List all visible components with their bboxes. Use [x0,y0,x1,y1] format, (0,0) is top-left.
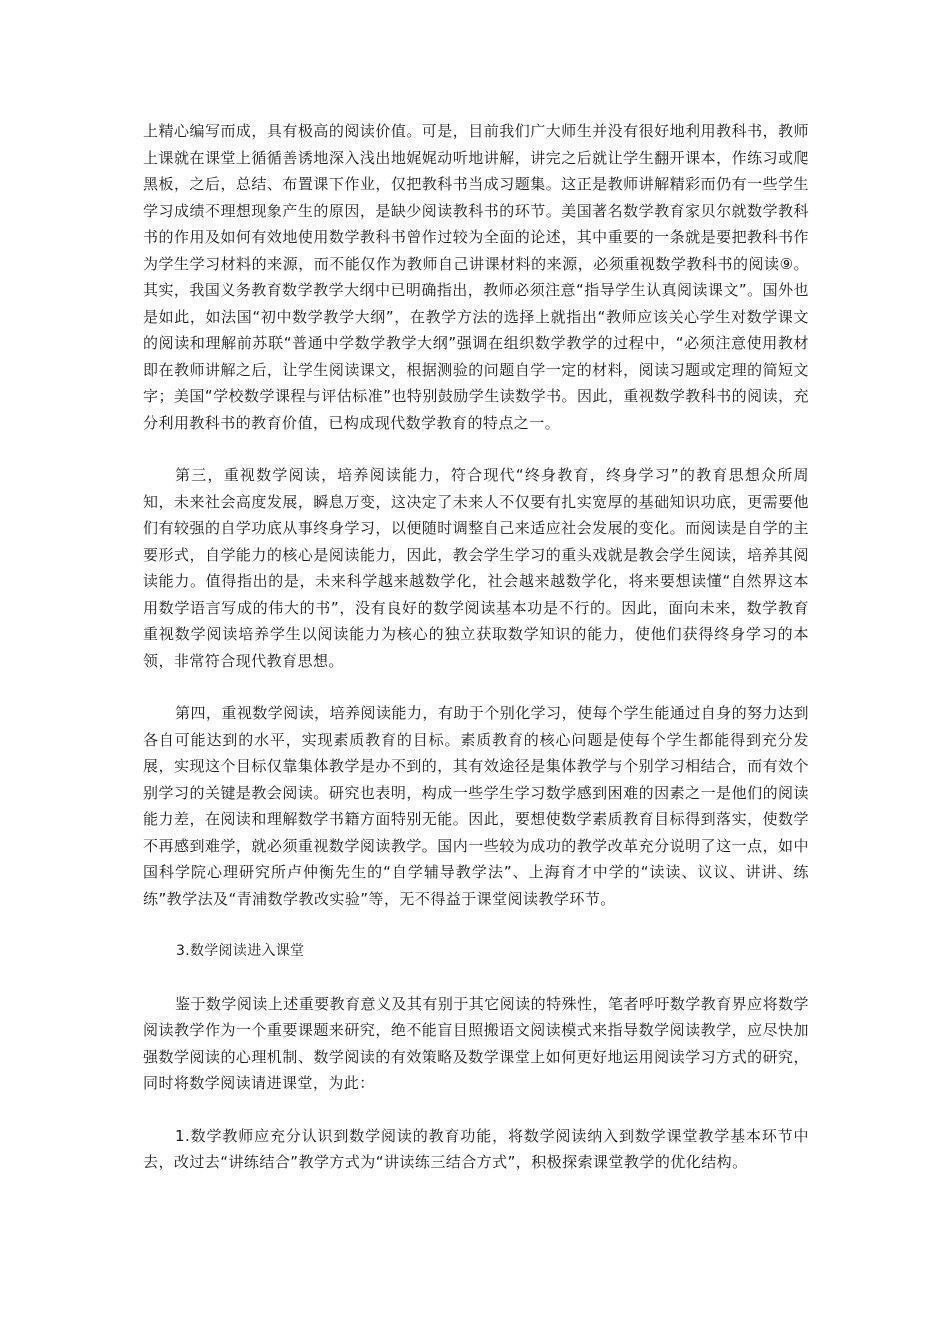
section-heading-math-reading-in-classroom: 3.数学阅读进入课堂 [176,943,305,959]
document-body [143,118,809,1176]
paragraph-call-for-research: 鉴于数学阅读上述重要教育意义及其有别于其它阅读的特殊性，笔者呼吁数学教育界应将数学阅读教学作为一个重要课题来研究，绝不能盲目照搬语文阅读模式来指导数学阅读教学，应尽快加强数学阅读的心理机制、数学阅读的有效策略及数学课堂上如何更好地运用阅读学习方式的研究，同时将数学阅读请进课堂，为此： [143,994,809,1092]
paragraph-item-1-teacher-recognition: 1.数学教师应充分认识到数学阅读的教育功能，将数学阅读纳入到数学课堂教学基本环节中去，改过去“讲练结合”教学方式为“讲读练三结合方式”，积极探索课堂教学的优化结构。 [143,1126,809,1171]
paragraph-gap [143,965,809,991]
paragraph-third-point-lifelong-learning: 第三，重视数学阅读，培养阅读能力，符合现代“终身教育，终身学习”的教育思想众所周知，未来社会高度发展，瞬息万变，这决定了未来人不仅要有扎实宽厚的基础知识功底，更需要他们有较强的自学功底从事终身学习，以便随时调整自己来适应社会发展的变化。而阅读是自学的主要形式，自学能力的核心是阅读能力，因此，教会学生学习的重头戏就是教会学生阅读，培养其阅读能力。值得指出的是，未来科学越来越数学化，社会越来越数学化，将来要想读懂“自然界这本用数学语言写成的伟大的书”，没有良好的数学阅读基本功是不行的。因此，面向未来，数学教育重视数学阅读培养学生以阅读能力为核心的独立获取数学知识的能力，使他们获得终身学习的本领，非常符合现代教育思想。 [143,466,809,670]
paragraph-gap [143,674,809,700]
paragraph-gap [143,1097,809,1123]
paragraph-continuation-textbook-reading: 上精心编写而成，具有极高的阅读价值。可是，目前我们广大师生并没有很好地利用教科书，教师上课就在课堂上循循善诱地深入浅出地娓娓动听地讲解，讲完之后就让学生翻开课本，作练习或爬黑板，之后，总结、布置课下作业，仅把教科书当成习题集。这正是教师讲解精彩而仍有一些学生学习成绩不理想现象产生的原因，是缺少阅读教科书的环节。美国著名数学教育家贝尔就数学教科书的作用及如何有效地使用数学教科书曾作过较为全面的论述，其中重要的一条就是要把教科书作为学生学习材料的来源，而不能仅作为教师自己讲课材料的来源，必须重视数学教科书的阅读⑨。其实，我国义务教育数学教学大纲中已明确指出，教师必须注意“指导学生认真阅读课文”。国外也是如此，如法国“初中数学教学大纲”，在教学方法的选择上就指出“教师应该关心学生对数学课文的阅读和理解前苏联“普通中学数学教学大纲”强调在组织数学教学的过程中，“必须注意使用教材即在教师讲解之后，让学生阅读课文，根据测验的问题自学一定的材料，阅读习题或定理的简短文字；美国“学校数学课程与评估标准”也特别鼓励学生读数学书。因此，重视数学教科书的阅读，充分利用教科书的教育价值，已构成现代数学教育的特点之一。 [143,122,809,432]
paragraph-fourth-point-individualized-learning: 第四，重视数学阅读，培养阅读能力，有助于个别化学习，使每个学生能通过自身的努力达到各自可能达到的水平，实现素质教育的目标。素质教育的核心问题是使每个学生都能得到充分发展，实现这个目标仅靠集体教学是办不到的，其有效途径是集体教学与个别学习相结合，而有效个别学习的关键是教会阅读。研究也表明，构成一些学生学习数学感到困难的因素之一是他们的阅读能力差，在阅读和理解数学书籍方面特别无能。因此，要想使数学素质教育目标得到落实，使数学不再感到难学，就必须重视数学阅读教学。国内一些较为成功的教学改革充分说明了这一点，如中国科学院心理研究所卢仲衡先生的“自学辅导教学法”、上海育才中学的“读读、议议、讲讲、练练”教学法及“青浦数学教改实验”等，无不得益于课堂阅读教学环节。 [143,704,809,908]
paragraph-gap [143,436,809,462]
paragraph-gap [143,912,809,938]
